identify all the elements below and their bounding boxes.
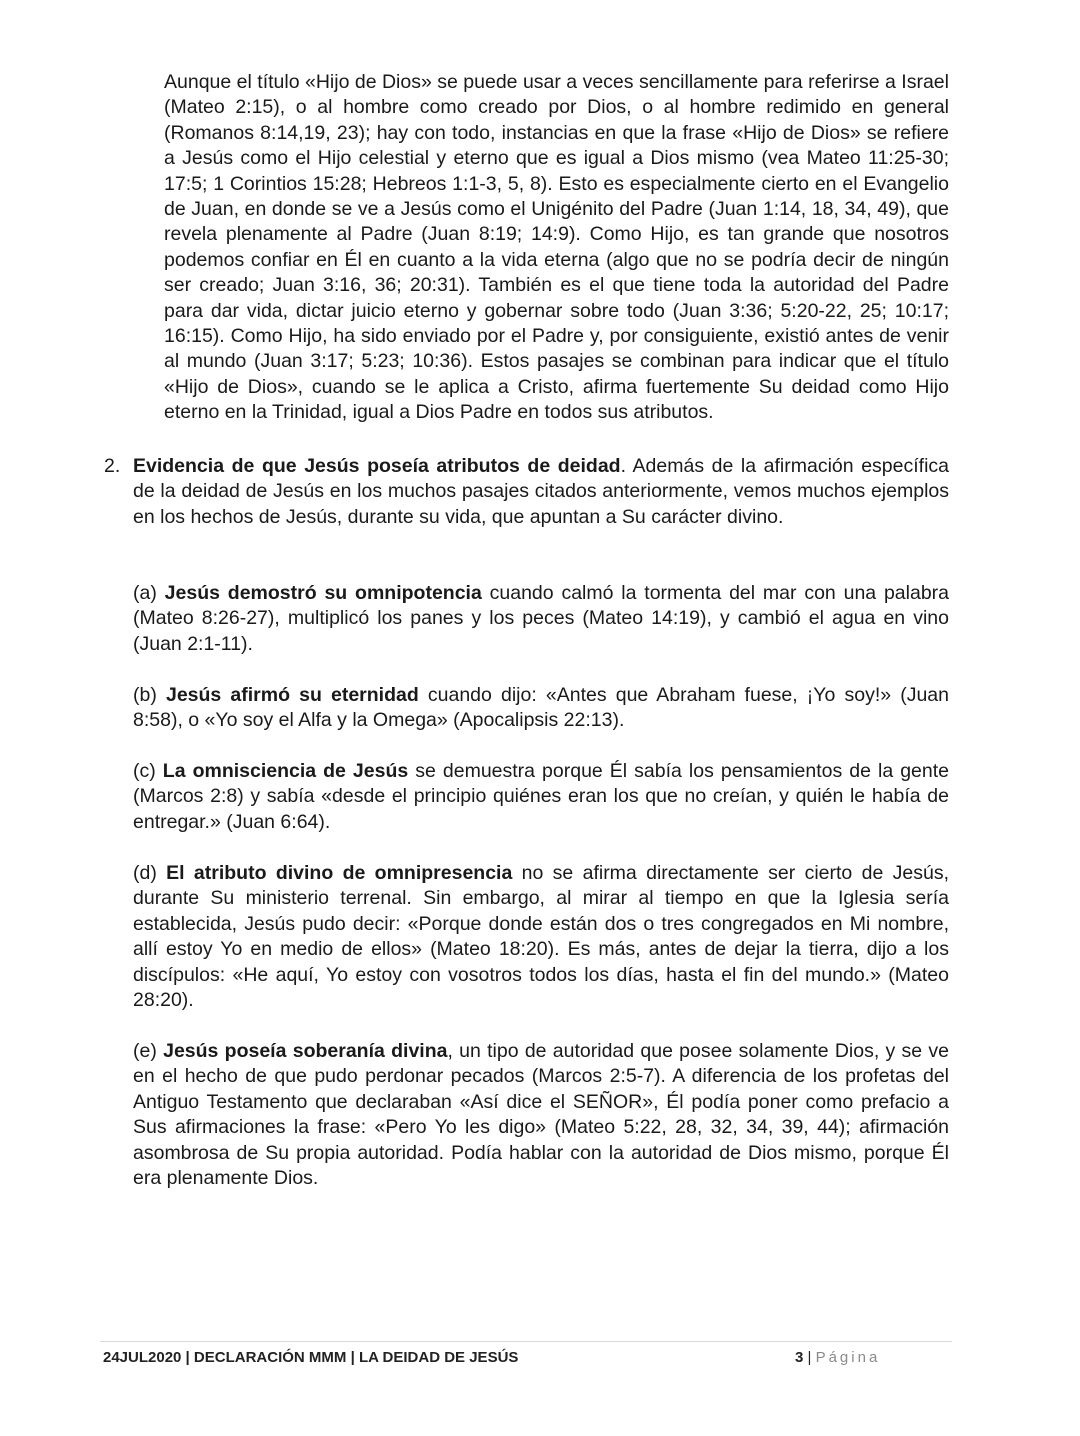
subitem-text: cuando dijo: «Antes que Abraham fuese, ¡Yo soy!» (Juan 8:58), o «Yo soy el Alfa y la Omega» (Apocalipsis 22:13). bbox=[133, 684, 949, 732]
subitem-text: no se afirma directamente ser cierto de Jesús, durante Su ministerio terrenal. Sin embargo, al mirar al tiempo en que la Iglesia sería establecida, Jesús pudo decir: «Porque donde están dos o tres congregados en Mi nombre, allí estoy Yo en medio de ellos» (Mateo 18:20). Es más, antes de dejar la tierra, dijo a los discípulos: «He aquí, Yo estoy con vosotros todos los días, hasta el fin del mundo.» (Mateo 28:20). bbox=[133, 862, 949, 1012]
list-item-heading: Evidencia de que Jesús poseía atributos de deidad bbox=[133, 455, 621, 477]
subitem-label: (c) bbox=[133, 760, 163, 782]
subitem-heading: Jesús demostró su omnipotencia bbox=[164, 582, 482, 604]
subitem-label: (b) bbox=[133, 684, 166, 706]
footer-divider bbox=[100, 1341, 952, 1342]
page-word: Página bbox=[815, 1349, 881, 1366]
page-number: 3 bbox=[795, 1349, 804, 1366]
subitem-label: (d) bbox=[133, 862, 167, 884]
intro-paragraph: Aunque el título «Hijo de Dios» se puede usar a veces sencillamente para referirse a Israel (Mateo 2:15), o al hombre como creado por Dios, o al hombre redimido en general (Romanos 8:14,19, 23); hay con todo, instancias en que la frase «Hijo de Dios» se refiere a Jesús como el Hijo celestial y eterno que es igual a Dios mismo (vea Mateo 11:25-30; 17:5; 1 Corintios 15:28; Hebreos 1:1-3, 5, 8). Esto es especialmente cierto en el Evangelio de Juan, en donde se ve a Jesús como el Unigénito del Padre (Juan 1:14, 18, 34, 49), que revela plenamente al Padre (Juan 8:19; 14:9). Como Hijo, es tan grande que nosotros podemos confiar en Él en cuanto a la vida eterna (algo que no se podría decir de ningún ser creado; Juan 3:16, 36; 20:31). También es el que tiene toda la autoridad del Padre para dar vida, dictar juicio eterno y gobernar sobre todo (Juan 3:36; 5:20-22, 25; 10:17; 16:15). Como Hijo, ha sido enviado por el Padre y, por consiguiente, existió antes de venir al mundo (Juan 3:17; 5:23; 10:36). Estos pasajes se combinan para indicar que el título «Hijo de Dios», cuando se le aplica a Cristo, afirma fuertemente Su deidad como Hijo eterno en la Trinidad, igual a Dios Padre en todos sus atributos. bbox=[164, 71, 949, 424]
subitem-heading: Jesús afirmó su eternidad bbox=[165, 684, 419, 706]
footer-page-indicator bbox=[795, 1349, 880, 1366]
subitem-label: (a) bbox=[133, 582, 165, 604]
subitem-text: cuando calmó la tormenta del mar con una palabra (Mateo 8:26-27), multiplicó los panes y los peces (Mateo 14:19), y cambió el agua en vino (Juan 2:1-11). bbox=[133, 582, 950, 655]
list-item-number: 2. bbox=[104, 455, 121, 477]
list-item-heading-period: . bbox=[620, 455, 627, 477]
subitem-d bbox=[133, 861, 949, 1013]
list-item-text: Además de la afirmación específica de la deidad de Jesús en los muchos pasajes citados anteriormente, vemos muchos ejemplos en los hechos de Jesús, durante su vida, que apuntan a Su carácter divino. bbox=[133, 455, 949, 528]
subitem-a bbox=[133, 581, 949, 657]
subitem-text: , un tipo de autoridad que posee solamente Dios, y se ve en el hecho de que pudo perdonar pecados (Marcos 2:5-7). A diferencia de los profetas del Antiguo Testamento que declaraban «Así dice el SEÑOR», Él podía poner como prefacio a Sus afirmaciones la frase: «Pero Yo les digo» (Mateo 5:22, 28, 32, 34, 39, 44); afirmación asombrosa de Su propia autoridad. Podía hablar con la autoridad de Dios mismo, porque Él era plenamente Dios. bbox=[133, 1040, 949, 1190]
subitem-heading: El atributo divino de omnipresencia bbox=[166, 862, 513, 884]
list-item-content bbox=[133, 454, 949, 530]
page-separator: | bbox=[803, 1349, 816, 1366]
subitem-b bbox=[133, 683, 949, 734]
subitem-text: se demuestra porque Él sabía los pensamientos de la gente (Marcos 2:8) y sabía «desde el principio quiénes eran los que no creían, y quién le había de entregar.» (Juan 6:64). bbox=[133, 760, 950, 833]
subitem-e bbox=[133, 1039, 949, 1191]
subitem-heading: La omnisciencia de Jesús bbox=[162, 760, 409, 782]
subitem-label: (e) bbox=[133, 1040, 164, 1062]
footer-document-title: 24JUL2020 | DECLARACIÓN MMM | LA DEIDAD DE JESÚS bbox=[103, 1349, 519, 1366]
subitem-c bbox=[133, 759, 949, 835]
subitem-heading: Jesús poseía soberanía divina bbox=[163, 1040, 448, 1062]
